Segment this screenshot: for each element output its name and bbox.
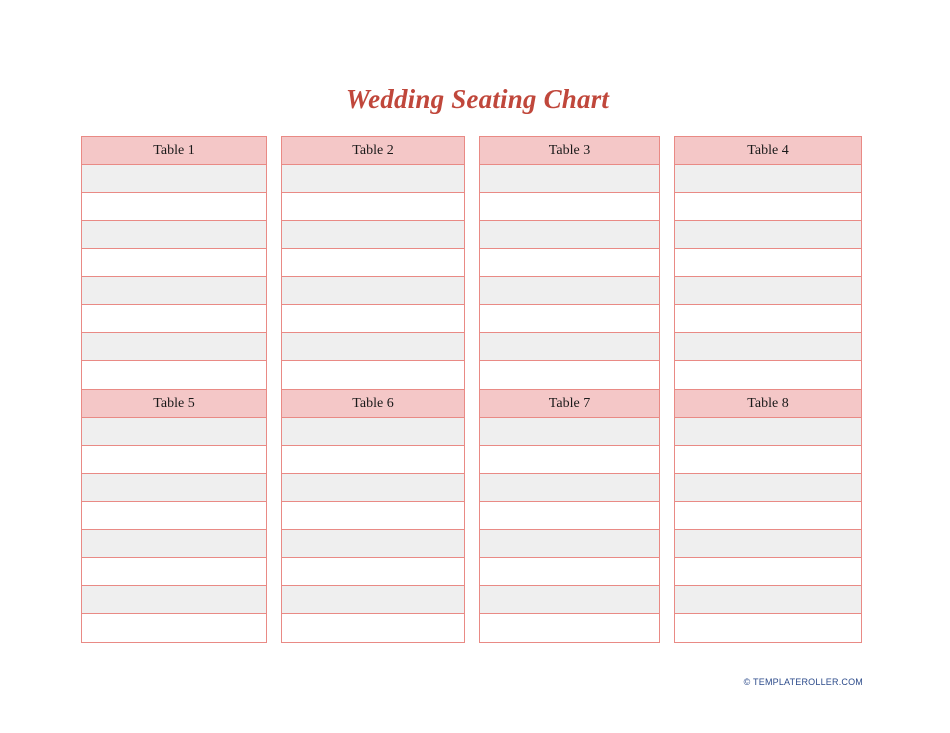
seat-row[interactable] — [675, 305, 861, 333]
seat-row[interactable] — [480, 558, 659, 586]
seat-row[interactable] — [675, 193, 861, 221]
seat-row[interactable] — [82, 614, 266, 642]
seat-row[interactable] — [82, 530, 266, 558]
seat-row[interactable] — [82, 277, 266, 305]
seating-table — [281, 389, 465, 643]
seat-row[interactable] — [282, 221, 464, 249]
seat-row[interactable] — [282, 277, 464, 305]
table-header: Table 1 — [82, 137, 266, 165]
seat-row[interactable] — [480, 221, 659, 249]
seat-row[interactable] — [675, 614, 861, 642]
seat-row[interactable] — [675, 502, 861, 530]
seat-row[interactable] — [675, 277, 861, 305]
table-header: Table 7 — [480, 390, 659, 418]
seat-row[interactable] — [675, 446, 861, 474]
seat-row[interactable] — [675, 249, 861, 277]
seat-row[interactable] — [282, 249, 464, 277]
seat-row[interactable] — [82, 474, 266, 502]
seat-row[interactable] — [282, 418, 464, 446]
seat-row[interactable] — [480, 305, 659, 333]
seat-row[interactable] — [480, 614, 659, 642]
seat-row[interactable] — [675, 474, 861, 502]
seating-table — [81, 389, 267, 643]
seat-row[interactable] — [282, 502, 464, 530]
seat-row[interactable] — [82, 221, 266, 249]
seat-row[interactable] — [675, 333, 861, 361]
seat-row[interactable] — [675, 361, 861, 389]
seat-row[interactable] — [82, 502, 266, 530]
seat-row[interactable] — [480, 165, 659, 193]
seat-row[interactable] — [282, 305, 464, 333]
seat-row[interactable] — [675, 558, 861, 586]
seat-row[interactable] — [480, 333, 659, 361]
seat-row[interactable] — [282, 474, 464, 502]
table-header: Table 6 — [282, 390, 464, 418]
seating-table — [81, 136, 267, 390]
seat-row[interactable] — [82, 558, 266, 586]
seat-row[interactable] — [282, 614, 464, 642]
seat-row[interactable] — [675, 530, 861, 558]
seat-row[interactable] — [480, 474, 659, 502]
seat-row[interactable] — [675, 586, 861, 614]
seat-row[interactable] — [82, 418, 266, 446]
seat-row[interactable] — [480, 530, 659, 558]
seat-row[interactable] — [282, 530, 464, 558]
seat-row[interactable] — [480, 193, 659, 221]
seat-row[interactable] — [675, 418, 861, 446]
seating-table — [674, 136, 862, 390]
seat-row[interactable] — [675, 165, 861, 193]
seat-row[interactable] — [480, 502, 659, 530]
seat-row[interactable] — [480, 586, 659, 614]
seat-row[interactable] — [82, 305, 266, 333]
seat-row[interactable] — [82, 249, 266, 277]
copyright-footer: © TEMPLATEROLLER.COM — [743, 677, 863, 687]
seat-row[interactable] — [82, 446, 266, 474]
seat-row[interactable] — [282, 165, 464, 193]
seat-row[interactable] — [282, 193, 464, 221]
seat-row[interactable] — [282, 333, 464, 361]
seat-row[interactable] — [282, 446, 464, 474]
table-header: Table 4 — [675, 137, 861, 165]
seat-row[interactable] — [480, 446, 659, 474]
seat-row[interactable] — [82, 193, 266, 221]
seating-table — [479, 136, 660, 390]
seat-row[interactable] — [82, 333, 266, 361]
seat-row[interactable] — [82, 361, 266, 389]
seating-grid — [81, 136, 863, 643]
seating-table — [479, 389, 660, 643]
seat-row[interactable] — [480, 418, 659, 446]
seat-row[interactable] — [282, 361, 464, 389]
table-header: Table 8 — [675, 390, 861, 418]
seat-row[interactable] — [82, 586, 266, 614]
seating-table — [674, 389, 862, 643]
table-header: Table 5 — [82, 390, 266, 418]
seat-row[interactable] — [282, 558, 464, 586]
page-title: Wedding Seating Chart — [345, 84, 610, 114]
seat-row[interactable] — [480, 249, 659, 277]
seat-row[interactable] — [480, 277, 659, 305]
seat-row[interactable] — [675, 221, 861, 249]
table-header: Table 2 — [282, 137, 464, 165]
seat-row[interactable] — [480, 361, 659, 389]
seat-row[interactable] — [282, 586, 464, 614]
seat-row[interactable] — [82, 165, 266, 193]
seating-table — [281, 136, 465, 390]
table-header: Table 3 — [480, 137, 659, 165]
